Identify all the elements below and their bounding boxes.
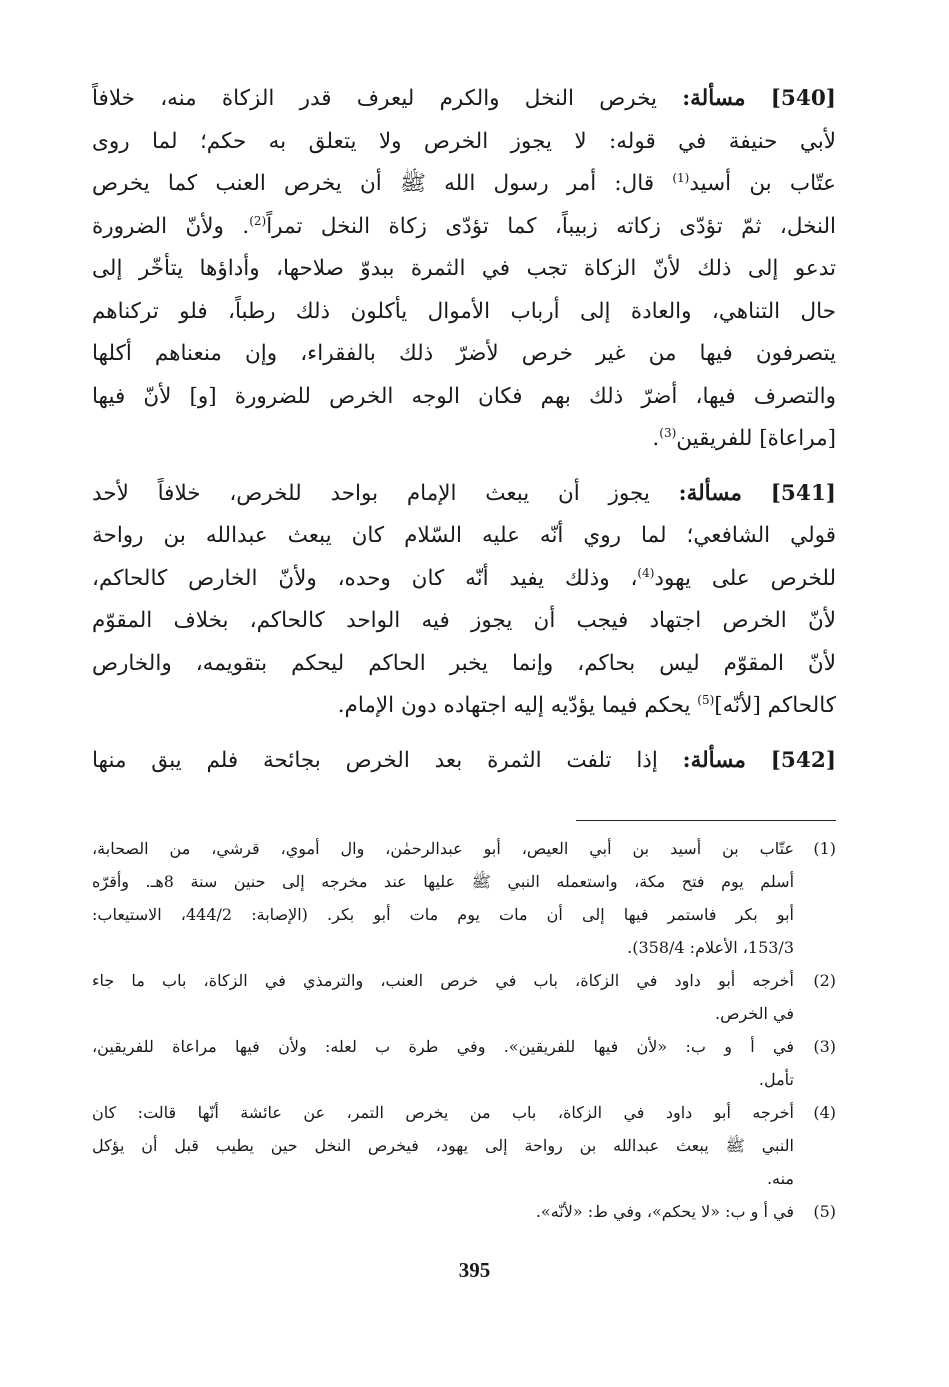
line-text: كالحاكم [لأنّه] — [714, 693, 836, 718]
footnote-line: أخرجه أبو داود في الزكاة، باب في خرص العنب، والترمذي في الزكاة، باب ما جاء — [92, 971, 794, 990]
line-text: قال: أمر رسول الله ﷺ أن يخرص العنب كما يخرص — [92, 171, 673, 196]
line-text: [مراعاة] للفريقين — [676, 426, 836, 451]
line-text: يجوز أن يبعث الإمام بواحد للخرص، خلافاً لأحد — [92, 480, 650, 506]
line-text: عتّاب بن أسيد — [689, 171, 836, 196]
footnote-line: منه. — [766, 1169, 794, 1188]
footnote-text — [92, 1030, 794, 1096]
footnote-line: في أ و ب: «لا يحكم»، وفي ط: «لأنّه». — [535, 1202, 794, 1221]
text-line: تدعو إلى ذلك لأنّ الزكاة تجب في الثمرة ببدوّ صلاحها، وأداؤها يتأخّر إلى — [92, 256, 836, 281]
footnote-number: (5) — [813, 1202, 836, 1221]
footnote-text — [92, 832, 794, 964]
footnote-line: تأمل. — [758, 1070, 794, 1089]
paragraph-540 — [92, 78, 836, 461]
line-text: يحكم فيما يؤدّيه إليه اجتهاده دون الإمام. — [337, 693, 698, 718]
text-line: لأبي حنيفة في قوله: لا يجوز الخرص ولا يتعلق به حكم؛ لما روى — [92, 128, 836, 154]
text-line — [92, 206, 836, 249]
text-line — [92, 473, 836, 516]
footnote-text — [92, 1096, 794, 1195]
footnote-line: 153/3، الأعلام: 358/4). — [627, 938, 794, 957]
text-line: والتصرف فيها، أضرّ ذلك بهم فكان الوجه الخرص للضرورة [و] لأنّ فيها — [92, 383, 836, 409]
footnote-item — [92, 1030, 836, 1096]
footnote-ref: (4) — [637, 565, 655, 580]
footnote-item — [92, 1096, 836, 1195]
line-text: إذا تلفت الثمرة بعد الخرص بجائحة فلم يبق منها — [92, 747, 658, 773]
line-text: النخل، ثمّ تؤدّى زكاته زبيباً، كما تؤدّى زكاة النخل تمراً — [266, 213, 837, 239]
paragraph-541 — [92, 473, 836, 728]
footnote-text — [92, 964, 794, 1030]
issue-heading: مسألة: — [682, 747, 746, 773]
text-line — [92, 685, 836, 728]
footnote-ref: (1) — [672, 170, 690, 185]
text-line: حال التناهي، والعادة إلى أرباب الأموال يأكلون ذلك رطباً، فلو تركناهم — [92, 298, 836, 324]
footnote-line: أبو بكر فاستمر فيها إلى أن مات يوم مات أبو بكر. (الإصابة: 444/2، الاستيعاب: — [92, 905, 794, 924]
footnotes — [92, 832, 836, 1228]
line-text: للخرص على يهود — [654, 565, 837, 591]
text-line: لأنّ الخرص اجتهاد فيجب أن يجوز فيه الواحد كالحاكم، بخلاف المقوّم — [92, 608, 836, 633]
text-line — [92, 558, 836, 601]
footnote-number: (2) — [813, 971, 836, 990]
line-text: . — [652, 426, 660, 451]
text-line: يتصرفون فيها من غير خرص لأضرّ ذلك بالفقراء، وإن منعناهم أكلها — [92, 341, 836, 366]
text-line — [92, 418, 836, 461]
text-line: قولي الشافعي؛ لما روي أنّه عليه السّلام كان يبعث عبدالله بن رواحة — [92, 523, 836, 548]
footnote-item — [92, 1195, 836, 1228]
line-text: يخرص النخل والكرم ليعرف قدر الزكاة منه، خلافاً — [92, 86, 657, 111]
footnote-ref: (3) — [659, 425, 677, 440]
text-line: لأنّ المقوّم ليس بحاكم، وإنما يخبر الحاكم ليحكم بتقويمه، والخارص — [92, 650, 836, 676]
text-line — [92, 740, 836, 783]
footnote-line: في الخرص. — [715, 1004, 794, 1023]
footnote-text — [92, 1195, 794, 1228]
footnote-number: (1) — [813, 839, 836, 858]
footnote-ref: (5) — [697, 692, 715, 707]
text-line — [92, 163, 836, 206]
footnote-line: في أ و ب: «لأن فيها للفريقين». وفي طرة ب لعله: ولأن فيها مراعاة للفريقين، — [92, 1037, 794, 1056]
footnote-line: النبي ﷺ يبعث عبدالله بن رواحة إلى يهود، فيخرص النخل حين يطيب قبل أن يؤكل — [92, 1136, 794, 1155]
footnote-item — [92, 832, 836, 964]
issue-heading: مسألة: — [682, 86, 746, 111]
text-line — [92, 78, 836, 121]
page-number: 395 — [458, 1258, 491, 1282]
issue-number: [542] — [770, 747, 836, 773]
main-text — [92, 78, 836, 794]
footnote-line: أسلم يوم فتح مكة، واستعمله النبي ﷺ عليها عند مخرجه إلى حنين سنة 8هـ. وأقرّه — [92, 872, 795, 891]
line-text: . ولأنّ الضرورة — [92, 213, 250, 239]
footnote-line: عتّاب بن أسيد بن أبي العيص، أبو عبدالرحمٰن، وال أموي، قرشي، من الصحابة، — [92, 839, 794, 858]
issue-heading: مسألة: — [678, 480, 742, 506]
issue-number: [540] — [770, 86, 836, 111]
footnote-number: (3) — [813, 1037, 836, 1056]
footnote-number: (4) — [813, 1103, 836, 1122]
footnote-separator — [576, 820, 836, 821]
paragraph-542 — [92, 740, 836, 783]
footnote-line: أخرجه أبو داود في الزكاة، باب من يخرص التمر، عن عائشة أنّها قالت: كان — [92, 1103, 794, 1122]
footnote-item — [92, 964, 836, 1030]
line-text: ، وذلك يفيد أنّه كان وحده، ولأنّ الخارص كالحاكم، — [92, 565, 638, 591]
footnote-ref: (2) — [249, 213, 267, 228]
issue-number: [541] — [770, 480, 836, 506]
